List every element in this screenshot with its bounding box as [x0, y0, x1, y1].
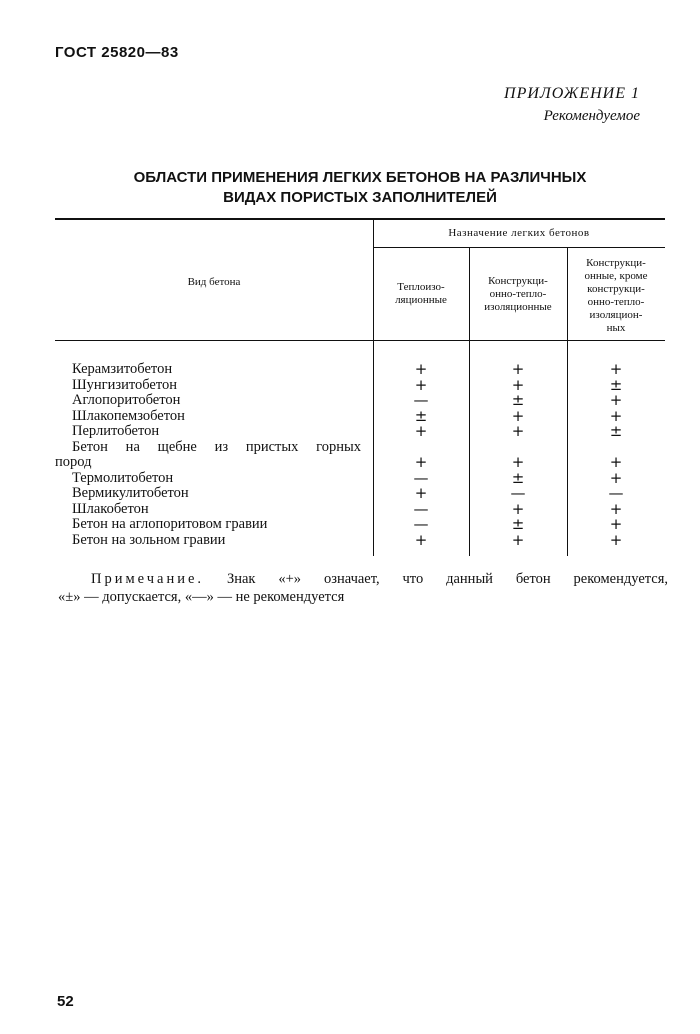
table-row — [55, 468, 665, 487]
group-header-purpose: Назначение легких бетонов — [448, 227, 590, 239]
concrete-type-cell: Перлитобетон — [72, 423, 160, 439]
note-label: Примечание. — [91, 571, 205, 587]
concrete-type-cell: Шлакопемзобетон — [72, 407, 185, 424]
header-group-rule — [373, 247, 665, 248]
structural-insulating-mark: + — [511, 453, 525, 471]
table-note — [58, 570, 668, 606]
table-row — [55, 393, 665, 409]
structural-mark: + — [609, 468, 623, 487]
col-header-structural-insulating-line: Конструкци- — [488, 275, 548, 287]
document-title-line-1: ОБЛАСТИ ПРИМЕНЕНИЯ ЛЕГКИХ БЕТОНОВ НА РАЗЛИЧНЫХ — [133, 169, 587, 186]
structural-mark: — — [608, 484, 624, 502]
col-header-concrete-type: Вид бетона — [187, 276, 241, 288]
appendix-subtitle: Рекомендуемое — [543, 108, 640, 124]
structural-mark: + — [609, 515, 623, 533]
concrete-type-cell: Бетон на зольном гравии — [72, 531, 226, 548]
structural-mark: + — [609, 360, 623, 378]
col-header-structural-insulating-line: онно-тепло- — [489, 288, 547, 300]
appendix-title: ПРИЛОЖЕНИЕ 1 — [504, 85, 640, 102]
note-line-1 — [58, 570, 668, 588]
col-header-structural — [567, 257, 665, 335]
table-body — [55, 362, 665, 548]
table-row — [55, 424, 665, 440]
note-text-1: Знак «+» означает, что данный бетон рекомендуется, — [226, 571, 668, 587]
insulating-mark: + — [414, 530, 428, 549]
concrete-type-cell: Бетон на аглопоритовом гравии — [72, 516, 268, 532]
concrete-type-cell — [55, 440, 361, 471]
structural-mark: + — [609, 499, 623, 518]
structural-mark: + — [609, 406, 623, 425]
structural-mark: + — [609, 391, 623, 409]
insulating-mark: — — [413, 515, 429, 533]
appendix-label — [504, 83, 640, 127]
table-row — [55, 530, 665, 549]
insulating-mark: — — [413, 499, 429, 518]
col-header-structural-line: ных — [606, 322, 626, 334]
concrete-type-line: Бетон на щебне из пристых горных — [72, 438, 361, 455]
col-header-structural-line: онные, кроме — [584, 270, 648, 282]
concrete-type-cell: Шлакобетон — [72, 500, 149, 517]
structural-insulating-mark: ± — [511, 515, 525, 533]
concrete-application-table — [55, 218, 665, 556]
table-row — [55, 486, 665, 502]
table-row — [55, 499, 665, 518]
header-bottom-rule — [55, 340, 665, 341]
concrete-type-cell: Шунгизитобетон — [72, 376, 178, 393]
structural-insulating-mark: ± — [511, 391, 525, 409]
col-header-structural-line: онно-тепло- — [587, 296, 645, 308]
col-header-insulating-line: Теплоизо- — [397, 281, 445, 293]
insulating-mark: + — [414, 484, 428, 502]
page-number: 52 — [57, 993, 74, 1010]
insulating-mark: ± — [414, 406, 428, 425]
col-header-structural-line: конструкци- — [587, 283, 645, 295]
note-line-2: «±» — допускается, «—» — не рекомендуется — [58, 589, 345, 605]
structural-insulating-mark: + — [511, 360, 525, 378]
table-row — [55, 362, 665, 378]
table-row — [55, 440, 665, 471]
concrete-type-cell: Аглопоритобетон — [72, 392, 181, 408]
structural-insulating-mark: + — [511, 422, 525, 440]
insulating-mark: + — [414, 422, 428, 440]
structural-insulating-mark: + — [511, 499, 525, 518]
structural-insulating-mark: + — [511, 406, 525, 425]
concrete-type-cell: Вермикулитобетон — [72, 485, 189, 501]
structural-mark: + — [609, 530, 623, 549]
table-row — [55, 375, 665, 394]
document-title-line-2: ВИДАХ ПОРИСТЫХ ЗАПОЛНИТЕЛЕЙ — [223, 189, 497, 206]
table-row — [55, 406, 665, 425]
col-header-structural-insulating — [469, 275, 567, 314]
structural-insulating-mark: ± — [511, 468, 525, 487]
concrete-type-cell: Керамзитобетон — [72, 361, 173, 377]
structural-mark: ± — [609, 375, 623, 394]
insulating-mark: + — [414, 453, 428, 471]
structural-insulating-mark: + — [511, 530, 525, 549]
insulating-mark: — — [413, 468, 429, 487]
col-header-insulating-line: ляционные — [395, 294, 447, 306]
structural-mark: + — [609, 453, 623, 471]
col-header-structural-line: изоляцион- — [589, 309, 643, 321]
insulating-mark: + — [414, 375, 428, 394]
col-header-structural-line: Конструкци- — [586, 257, 646, 269]
document-id: ГОСТ 25820—83 — [55, 44, 179, 61]
col-header-structural-insulating-line: изоляционные — [484, 301, 552, 313]
insulating-mark: — — [413, 391, 429, 409]
insulating-mark: + — [414, 360, 428, 378]
table-row — [55, 517, 665, 533]
concrete-type-cell: Термолитобетон — [72, 469, 174, 486]
col-header-insulating — [373, 281, 469, 307]
structural-insulating-mark: — — [510, 484, 526, 502]
structural-mark: ± — [609, 422, 623, 440]
document-title — [60, 168, 660, 208]
structural-insulating-mark: + — [511, 375, 525, 394]
concrete-type-line: пород — [55, 454, 92, 470]
